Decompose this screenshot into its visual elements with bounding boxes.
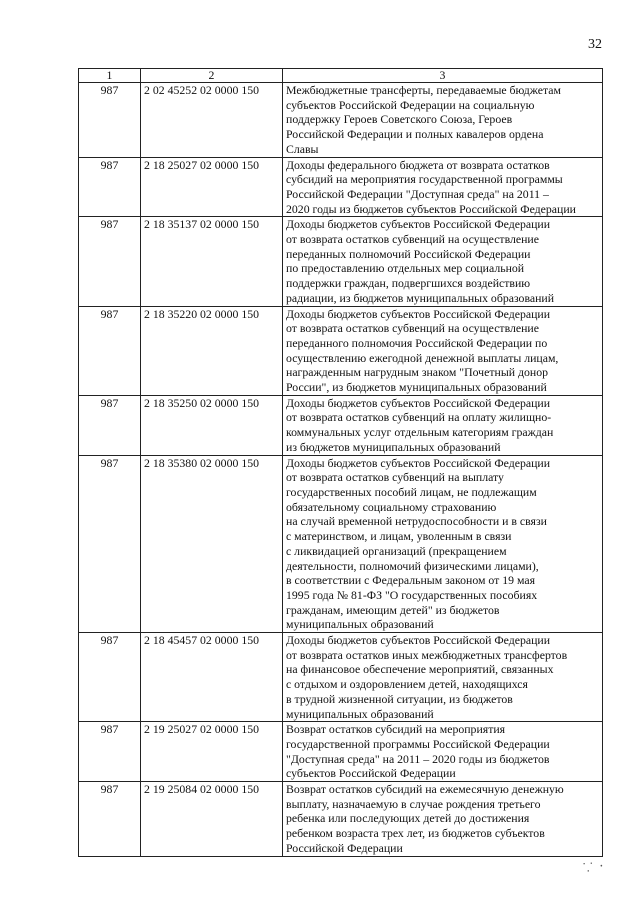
table-row (79, 157, 603, 217)
revenue-name-line: от возврата остатков субвенций на осуществление (286, 232, 539, 247)
table-row (79, 455, 603, 632)
table-row (79, 83, 603, 158)
revenue-name-line: в трудной жизненной ситуации, из бюджетов (286, 691, 513, 706)
revenue-name-line: Возврат остатков субсидий на ежемесячную денежную (286, 782, 564, 797)
revenue-name-cell (283, 722, 603, 782)
revenue-name-line: деятельности, полномочий физическими лицами), (286, 558, 539, 573)
budget-code-cell: 2 02 45252 02 0000 150 (141, 83, 283, 158)
budget-code-cell: 2 18 35380 02 0000 150 (141, 455, 283, 632)
budget-code-cell: 2 18 45457 02 0000 150 (141, 633, 283, 722)
revenue-name-cell (283, 157, 603, 217)
table-row (79, 633, 603, 722)
table-header-row (79, 69, 603, 83)
revenue-name-cell (283, 455, 603, 632)
column-header-3: 3 (283, 69, 603, 83)
revenue-name-line: от возврата остатков субвенций на выплату (286, 470, 504, 485)
revenue-name-line: ребенком возраста трех лет, из бюджетов субъектов (286, 826, 545, 841)
revenue-name-line: награжденным нагрудным знаком "Почетный донор (286, 365, 549, 380)
budget-code-cell: 2 19 25027 02 0000 150 (141, 722, 283, 782)
table-row (79, 395, 603, 455)
budget-code-cell: 2 18 35250 02 0000 150 (141, 395, 283, 455)
revenue-name-line: осуществлению ежегодной денежной выплаты лицам, (286, 350, 559, 365)
budget-code-cell: 2 18 35137 02 0000 150 (141, 217, 283, 306)
revenue-name-line: Доходы бюджетов субъектов Российской Федерации (286, 217, 551, 232)
revenue-name-line: с отдыхом и оздоровлением детей, находящихся (286, 677, 528, 692)
admin-code-cell: 987 (79, 157, 141, 217)
revenue-name-line: 2020 годы из бюджетов субъектов Российской Федерации (286, 201, 576, 216)
table-row (79, 306, 603, 395)
revenue-name-line: субъектов Российской Федерации (286, 766, 456, 781)
admin-code-cell: 987 (79, 217, 141, 306)
revenue-name-line: обязательному социальному страхованию (286, 499, 497, 514)
revenue-name-line: выплату, назначаемую в случае рождения третьего (286, 796, 541, 811)
revenue-name-cell (283, 217, 603, 306)
admin-code-cell: 987 (79, 722, 141, 782)
revenue-name-line: гражданам, имеющим детей" из бюджетов (286, 602, 500, 617)
revenue-name-line: государственных пособий лицам, не подлежащим (286, 484, 537, 499)
revenue-name-line: государственной программы Российской Федерации (286, 736, 550, 751)
revenue-name-line: 1995 года № 81-ФЗ "О государственных пособиях (286, 587, 538, 602)
admin-code-cell: 987 (79, 782, 141, 857)
table-body (79, 83, 603, 857)
column-header-2: 2 (141, 69, 283, 83)
revenue-name-line: переданных полномочий Российской Федерации (286, 246, 531, 261)
revenue-name-line: коммунальных услуг отдельным категориям граждан (286, 425, 554, 440)
revenue-name-line: с ликвидацией организаций (прекращением (286, 543, 507, 558)
budget-code-cell: 2 18 35220 02 0000 150 (141, 306, 283, 395)
handwritten-marks: ⸪ ᛫ (582, 859, 607, 875)
revenue-name-line: переданного полномочия Российской Федерации по (286, 335, 548, 350)
budget-code-cell: 2 18 25027 02 0000 150 (141, 157, 283, 217)
admin-code-cell: 987 (79, 83, 141, 158)
table-row (79, 722, 603, 782)
revenue-name-line: Доходы бюджетов субъектов Российской Федерации (286, 455, 551, 470)
revenue-name-cell (283, 306, 603, 395)
revenue-name-cell (283, 633, 603, 722)
revenue-name-line: из бюджетов муниципальных образований (286, 439, 501, 454)
admin-code-cell: 987 (79, 633, 141, 722)
revenue-name-line: от возврата остатков субвенций на осуществление (286, 321, 539, 336)
revenue-name-line: муниципальных образований (286, 706, 434, 721)
revenue-name-line: Российской Федерации "Доступная среда" на 2011 – (286, 186, 549, 201)
revenue-name-line: ребенка или последующих детей до достижения (286, 811, 530, 826)
admin-code-cell: 987 (79, 395, 141, 455)
revenue-name-line: субъектов Российской Федерации на социальную (286, 97, 535, 112)
revenue-name-line: Славы (286, 141, 319, 156)
revenue-name-line: Доходы бюджетов субъектов Российской Федерации (286, 395, 551, 410)
table-row (79, 217, 603, 306)
revenue-name-line: Российской Федерации и полных кавалеров ордена (286, 127, 544, 142)
revenue-name-cell (283, 395, 603, 455)
revenue-name-line: Доходы бюджетов субъектов Российской Федерации (286, 306, 551, 321)
revenue-name-cell (283, 782, 603, 857)
revenue-name-line: Российской Федерации (286, 840, 403, 855)
revenue-name-cell (283, 83, 603, 158)
budget-codes-table (78, 68, 603, 857)
revenue-name-line: Доходы федерального бюджета от возврата остатков (286, 157, 550, 172)
revenue-name-line: России", из бюджетов муниципальных образований (286, 380, 547, 395)
revenue-name-line: по предоставлению отдельных мер социальной (286, 261, 525, 276)
revenue-name-line: Доходы бюджетов субъектов Российской Федерации (286, 633, 551, 648)
revenue-name-line: от возврата остатков иных межбюджетных трансфертов (286, 647, 568, 662)
revenue-name-line: на финансовое обеспечение мероприятий, связанных (286, 662, 554, 677)
revenue-name-line: "Доступная среда" на 2011 – 2020 годы из бюджетов (286, 751, 550, 766)
revenue-name-line: с материнством, и лицам, уволенным в связи (286, 529, 512, 544)
revenue-name-line: поддержки граждан, подвергшихся воздействию (286, 276, 531, 291)
admin-code-cell: 987 (79, 306, 141, 395)
column-header-1: 1 (79, 69, 141, 83)
revenue-name-line: в соответствии с Федеральным законом от 19 мая (286, 573, 536, 588)
revenue-name-line: на случай временной нетрудоспособности и в связи (286, 514, 547, 529)
budget-code-cell: 2 19 25084 02 0000 150 (141, 782, 283, 857)
table-row (79, 782, 603, 857)
page-number: 32 (588, 37, 602, 52)
revenue-name-line: субсидий на мероприятия государственной программы (286, 172, 563, 187)
revenue-name-line: Межбюджетные трансферты, передаваемые бюджетам (286, 83, 562, 97)
admin-code-cell: 987 (79, 455, 141, 632)
revenue-name-line: поддержку Героев Советского Союза, Героев (286, 112, 513, 127)
revenue-name-line: радиации, из бюджетов муниципальных образований (286, 290, 555, 305)
revenue-name-line: муниципальных образований (286, 617, 434, 632)
revenue-name-line: от возврата остатков субвенций на оплату жилищно- (286, 410, 552, 425)
revenue-name-line: Возврат остатков субсидий на мероприятия (286, 722, 506, 737)
